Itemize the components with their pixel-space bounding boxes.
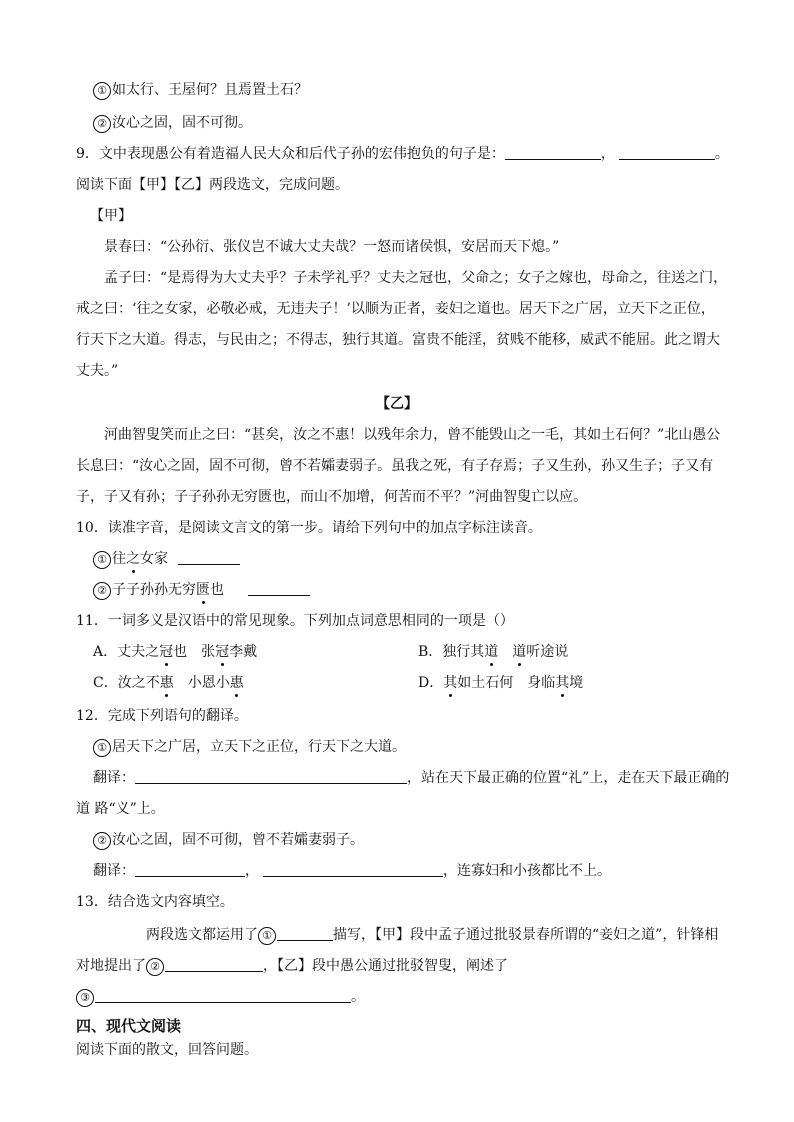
item-1: ① 如太行、王屋何？且焉置土石？ — [93, 80, 308, 100]
answer-blank[interactable] — [277, 925, 333, 941]
option-c[interactable]: C．汝之不惠 小恩小惠 — [93, 675, 244, 691]
emphasis-dot-char: 匮 — [196, 582, 210, 598]
circled-number: ② — [93, 582, 111, 600]
section-4-intro: 阅读下面的散文，回答问题。 — [76, 1042, 258, 1058]
circled-number: ② — [146, 958, 164, 976]
question-13: 13．结合选文内容填空。 — [76, 894, 234, 910]
q12-sentence-2: ② 汝心之固，固不可彻，曾不若孀妻弱子。 — [93, 830, 364, 850]
option-a[interactable]: A．丈夫之冠也 张冠李戴 — [93, 644, 258, 660]
question-11: 11．一词多义是汉语中的常见现象。下列加点词意思相同的一项是（） — [76, 613, 514, 629]
question-12: 12．完成下列语句的翻译。 — [76, 708, 248, 724]
passage-jia-label: 【甲】 — [90, 208, 132, 224]
passage-jia-p2-line: 行天下之大道。得志，与民由之；不得志，独行其道。富贵不能淫，贫贱不能移，威武不能屈。此之谓大 — [76, 332, 720, 348]
circled-number: ① — [93, 739, 111, 757]
question-10: 10．读准字音，是阅读文言文的第一步。请给下列句中的加点字标注读音。 — [76, 520, 542, 536]
answer-blank[interactable] — [505, 144, 601, 160]
emphasis-dot-char: 之 — [126, 551, 140, 567]
circled-number: ③ — [76, 989, 94, 1007]
item-2: ② 汝心之固，固不可彻。 — [93, 113, 252, 133]
q12-translation-1: 翻译： ，站在天下最正确的位置“礼”上，走在天下最正确的 — [93, 770, 730, 786]
section-4-title: 四、现代文阅读 — [76, 1017, 182, 1035]
passage-jia-p1: 景春曰：“公孙衍、张仪岂不诚大丈夫哉？一怒而诸侯惧，安居而天下熄。” — [104, 239, 560, 255]
answer-blank[interactable] — [95, 987, 351, 1003]
answer-blank[interactable] — [263, 861, 443, 877]
q10-item-1: ① 往之女家 — [93, 549, 240, 569]
passage-yi-line: 子，子又有孙；子子孙孙无穷匮也，而山不加增，何苦而不平？”河曲智叟亡以应。 — [76, 489, 588, 505]
reading-intro: 阅读下面【甲】【乙】两段选文，完成问题。 — [76, 177, 349, 193]
q10-item-2: ② 子子孙孙无穷匮也 — [93, 580, 310, 600]
passage-jia-p2-line: 丈夫。” — [76, 363, 119, 379]
answer-blank[interactable] — [248, 580, 310, 596]
passage-yi-line: 长息曰：“汝心之固，固不可彻，曾不若孀妻弱子。虽我之死，有子存焉；子又生孙，孙又生子；子又有 — [76, 458, 714, 474]
passage-yi-label: 【乙】 — [376, 396, 418, 412]
q12-translation-2: 翻译： ， ，连寡妇和小孩都比不上。 — [93, 863, 611, 879]
circled-number: ② — [93, 832, 111, 850]
option-b[interactable]: B．独行其道 道听途说 — [418, 644, 569, 660]
answer-blank[interactable] — [135, 861, 245, 877]
circled-number: ② — [93, 115, 111, 133]
passage-jia-p2-line: 戒之曰：‘往之女家，必敬必戒，无违夫子！’以顺为正者，妾妇之道也。居天下之广居，立天下之正位， — [76, 301, 715, 317]
question-9: 9．文中表现愚公有着造福人民大众和后代子孙的宏伟抱负的句子是： ， 。 — [76, 146, 729, 162]
answer-blank[interactable] — [165, 956, 263, 972]
answer-blank[interactable] — [135, 768, 407, 784]
answer-blank[interactable] — [178, 549, 240, 565]
q13-line-1: 两段选文都运用了 ① 描写，【甲】段中孟子通过批驳景春所谓的“妾妇之道”，针锋相 — [146, 927, 719, 943]
q12-sentence-1: ① 居天下之广居，立天下之正位，行天下之大道。 — [93, 737, 406, 757]
circled-number: ① — [93, 551, 111, 569]
q13-line-2: 对地提出了 ② ，【乙】段中愚公通过批驳智叟，阐述了 — [76, 958, 508, 974]
option-d[interactable]: D．其如土石何 身临其境 — [418, 675, 584, 691]
answer-blank[interactable] — [619, 144, 715, 160]
q13-line-3: ③ 。 — [76, 987, 365, 1007]
passage-yi-line: 河曲智叟笑而止之曰：“甚矣，汝之不惠！以残年余力，曾不能毁山之一毛，其如土石何？”北山愚公 — [104, 427, 721, 443]
circled-number: ① — [93, 82, 111, 100]
q12-translation-1-cont: 道 路“义”上。 — [76, 801, 165, 817]
circled-number: ① — [258, 927, 276, 945]
passage-jia-p2-line: 孟子曰：“是焉得为大丈夫乎？子未学礼乎？丈夫之冠也，父命之；女子之嫁也，母命之，往送之门， — [104, 270, 728, 286]
